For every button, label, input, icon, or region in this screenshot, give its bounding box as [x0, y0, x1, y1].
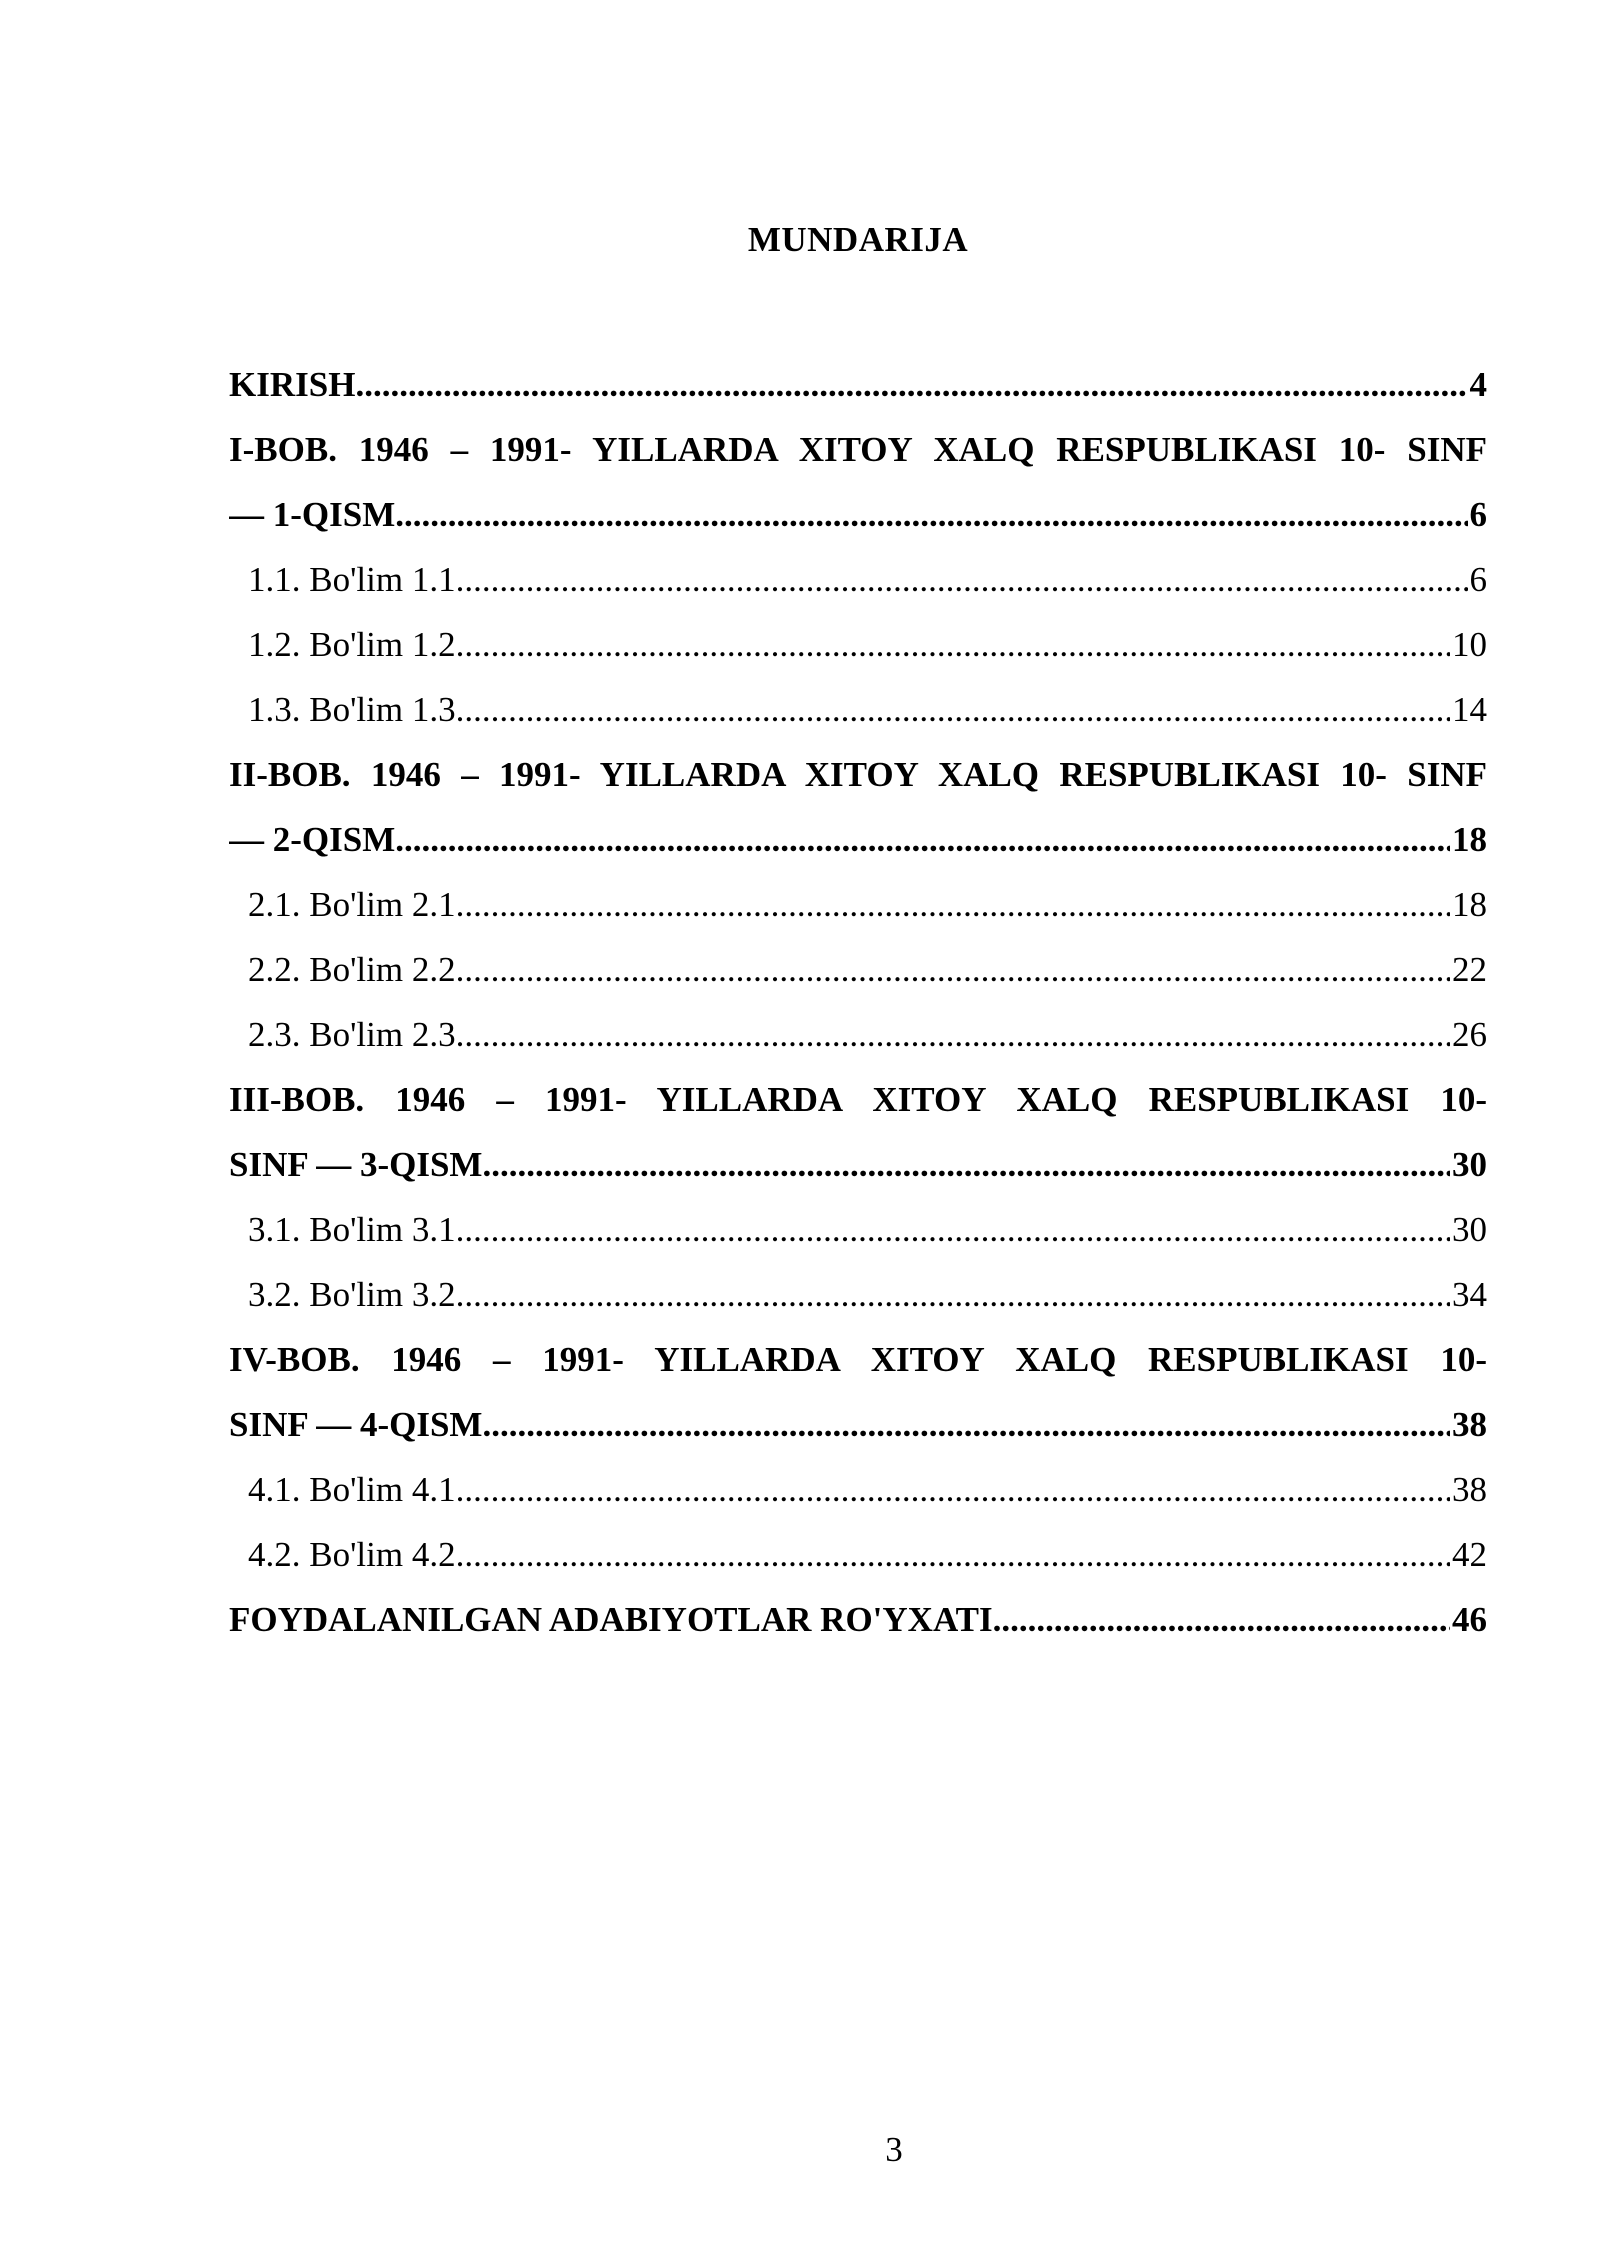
toc-entry-section-4-2[interactable]: [229, 1522, 1487, 1587]
toc-entry-chapter-3[interactable]: [229, 1067, 1487, 1197]
toc-entry-label: 3.2. Bo'lim 3.2: [248, 1275, 456, 1314]
toc-page-number: 46: [1452, 1600, 1487, 1639]
toc-entry-label: 4.1. Bo'lim 4.1: [248, 1470, 456, 1509]
dot-leader: [993, 1587, 1450, 1652]
toc-page-number: 26: [1452, 1015, 1487, 1054]
dot-leader: [456, 1522, 1450, 1587]
toc-entry-label: 2.2. Bo'lim 2.2: [248, 950, 456, 989]
toc-page-number: 14: [1452, 690, 1487, 729]
toc-page-number: 34: [1452, 1275, 1487, 1314]
toc-page-number: 10: [1452, 625, 1487, 664]
toc-page-number: 18: [1452, 885, 1487, 924]
toc-page-number: 22: [1452, 950, 1487, 989]
toc-entry-section-3-2[interactable]: [229, 1262, 1487, 1327]
toc-entry-label: IV-BOB. 1946 – 1991- YILLARDA XITOY XALQ RESPUBLIKASI 10-: [229, 1340, 1487, 1379]
toc-entry-section-1-3[interactable]: [229, 677, 1487, 742]
toc-entry-label: 4.2. Bo'lim 4.2: [248, 1535, 456, 1574]
dot-leader: [482, 1392, 1450, 1457]
toc-entry-section-1-1[interactable]: [229, 547, 1487, 612]
toc-page-number: 38: [1452, 1470, 1487, 1509]
toc-entry-label: FOYDALANILGAN ADABIYOTLAR RO'YXATI: [229, 1600, 993, 1639]
dot-leader: [456, 1457, 1450, 1522]
page-footer-number: 3: [885, 2130, 903, 2169]
dot-leader: [456, 937, 1450, 1002]
dot-leader: [456, 677, 1450, 742]
dot-leader: [355, 352, 1467, 417]
dot-leader: [456, 1197, 1450, 1262]
dot-leader: [456, 612, 1450, 677]
toc-entry-chapter-1[interactable]: [229, 417, 1487, 547]
toc-entry-chapter-2[interactable]: [229, 742, 1487, 872]
toc-entry-label-continued: SINF — 4-QISM: [229, 1405, 483, 1444]
toc-entry-section-3-1[interactable]: [229, 1197, 1487, 1262]
toc-entry-label: 1.3. Bo'lim 1.3: [248, 690, 456, 729]
toc-entry-label: 1.2. Bo'lim 1.2: [248, 625, 456, 664]
toc-entry-label: III-BOB. 1946 – 1991- YILLARDA XITOY XALQ RESPUBLIKASI 10-: [229, 1080, 1487, 1119]
toc-entry-section-2-3[interactable]: [229, 1002, 1487, 1067]
toc-page-number: 38: [1452, 1405, 1487, 1444]
toc-entry-label-continued: SINF — 3-QISM: [229, 1145, 483, 1184]
dot-leader: [456, 1262, 1450, 1327]
toc-entry-label: 2.3. Bo'lim 2.3: [248, 1015, 456, 1054]
toc-page-number: 6: [1469, 495, 1487, 534]
toc-entry-label-continued: — 2-QISM: [229, 820, 396, 859]
toc-entry-label: KIRISH: [229, 365, 356, 404]
toc-page-number: 18: [1452, 820, 1487, 859]
toc-entry-label: I-BOB. 1946 – 1991- YILLARDA XITOY XALQ RESPUBLIKASI 10- SINF: [229, 430, 1487, 469]
toc-entry-label: 2.1. Bo'lim 2.1: [248, 885, 456, 924]
toc-entry-chapter-4[interactable]: [229, 1327, 1487, 1457]
toc-entry-label: 1.1. Bo'lim 1.1: [248, 560, 456, 599]
dot-leader: [482, 1132, 1450, 1197]
dot-leader: [456, 547, 1468, 612]
toc-entry-label: 3.1. Bo'lim 3.1: [248, 1210, 456, 1249]
toc-page-number: 42: [1452, 1535, 1487, 1574]
dot-leader: [395, 482, 1467, 547]
toc-page-number: 30: [1452, 1145, 1487, 1184]
toc-entry-section-1-2[interactable]: [229, 612, 1487, 677]
toc-entry-section-2-1[interactable]: [229, 872, 1487, 937]
table-of-contents: [229, 352, 1487, 1652]
toc-entry-label-continued: — 1-QISM: [229, 495, 396, 534]
toc-entry-kirish[interactable]: [229, 352, 1487, 417]
toc-entry-section-4-1[interactable]: [229, 1457, 1487, 1522]
dot-leader: [456, 1002, 1450, 1067]
toc-page-number: 6: [1469, 560, 1487, 599]
dot-leader: [456, 872, 1450, 937]
dot-leader: [395, 807, 1450, 872]
toc-page-number: 4: [1469, 365, 1487, 404]
toc-entry-label: II-BOB. 1946 – 1991- YILLARDA XITOY XALQ RESPUBLIKASI 10- SINF: [229, 755, 1487, 794]
toc-entry-section-2-2[interactable]: [229, 937, 1487, 1002]
page-title: MUNDARIJA: [747, 220, 969, 259]
toc-page-number: 30: [1452, 1210, 1487, 1249]
toc-entry-references[interactable]: [229, 1587, 1487, 1652]
